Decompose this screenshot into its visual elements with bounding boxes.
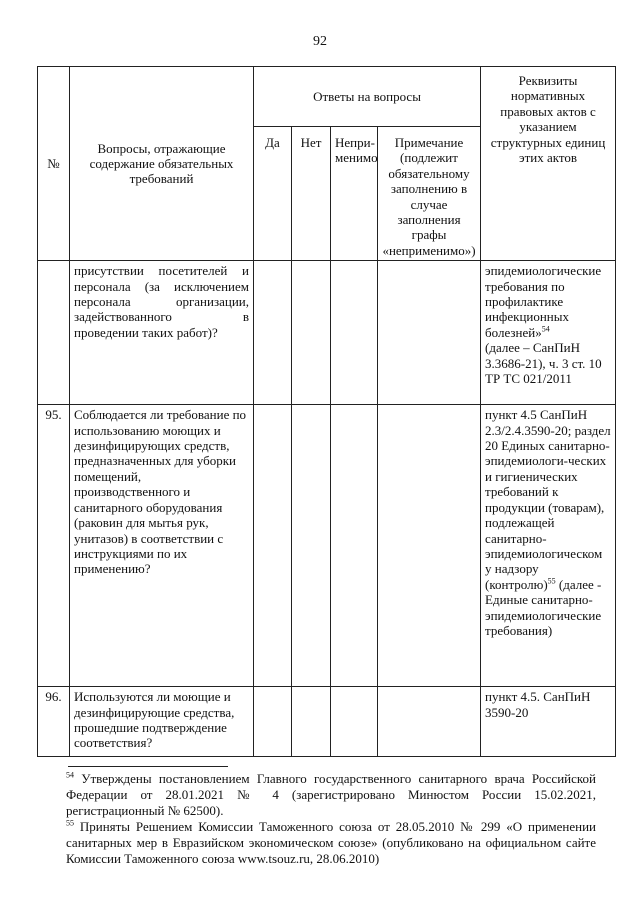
footnote-54 — [66, 771, 596, 819]
header-yes: Да — [254, 127, 292, 261]
page-number: 92 — [313, 34, 327, 49]
answer-yes-cell[interactable] — [254, 261, 292, 405]
requisites-text-after: (далее - Единые санитарно-эпидемиологические требования) — [485, 576, 602, 638]
row-number: 96. — [38, 687, 70, 757]
footnote-text: Приняты Решением Комиссии Таможенного союза от 28.05.2010 № 299 «О применении санитарных мер в Евразийском экономическом союзе» (опубликовано на официальном сайте Комиссии Таможенного союза www.tsouz.ru, 28.06.2010) — [66, 819, 596, 866]
answer-yes-cell[interactable] — [254, 405, 292, 687]
header-not-applicable: Непри-менимо — [331, 127, 378, 261]
row-question: Используются ли моющие и дезинфицирующие средства, прошедшие подтверждение соответствия? — [70, 687, 254, 757]
header-answers: Ответы на вопросы — [254, 67, 481, 127]
footnote-text: Утверждены постановлением Главного государственного санитарного врача Российской Федерации от 28.01.2021 № 4 (зарегистрировано Минюстом России 15.02.2021, регистрационный № 62500). — [66, 771, 596, 818]
header-row-1 — [38, 67, 616, 127]
answer-note-cell[interactable] — [378, 687, 481, 757]
answer-note-cell[interactable] — [378, 405, 481, 687]
row-requisites — [481, 405, 616, 687]
requirements-table — [37, 66, 616, 757]
footnote-divider — [68, 766, 228, 767]
answer-na-cell[interactable] — [331, 405, 378, 687]
row-question: присутствии посетителей и персонала (за исключением персонала организации, задействованного в проведении таких работ)? — [70, 261, 254, 405]
answer-no-cell[interactable] — [292, 261, 331, 405]
header-note: Примечание (подлежит обязательному заполнению в случае заполнения графы «неприменимо») — [378, 127, 481, 261]
row-requisites — [481, 687, 616, 757]
footnote-ref: 54 — [541, 324, 550, 334]
answer-na-cell[interactable] — [331, 687, 378, 757]
requisites-text: пункт 4.5. СанПиН 3590-20 — [485, 689, 591, 720]
footnote-mark: 54 — [66, 770, 74, 780]
header-num: № — [38, 67, 70, 261]
row-number: 95. — [38, 405, 70, 687]
header-no: Нет — [292, 127, 331, 261]
row-requisites — [481, 261, 616, 405]
answer-no-cell[interactable] — [292, 405, 331, 687]
footnotes — [66, 771, 596, 867]
footnote-55 — [66, 819, 596, 867]
footnote-mark: 55 — [66, 818, 74, 828]
table-row — [38, 687, 616, 757]
answer-no-cell[interactable] — [292, 687, 331, 757]
table-row — [38, 405, 616, 687]
answer-yes-cell[interactable] — [254, 687, 292, 757]
header-requisites: Реквизиты нормативных правовых актов с указанием структурных единиц этих актов — [481, 67, 616, 261]
answer-na-cell[interactable] — [331, 261, 378, 405]
requisites-text-after: (далее – СанПиН 3.3686-21), ч. 3 ст. 10 ТР ТС 021/2011 — [485, 340, 602, 387]
header-questions: Вопросы, отражающие содержание обязательных требований — [70, 67, 254, 261]
row-number — [38, 261, 70, 405]
requisites-text: эпидемиологические требования по профилактике инфекционных болезней» — [485, 263, 602, 340]
row-question: Соблюдается ли требование по использованию моющих и дезинфицирующих средств, предназначенных для уборки помещений, производственного и санитарного оборудования (раковин для мытья рук, унитазов) в соответствии с инструкциями по их применению? — [70, 405, 254, 687]
answer-note-cell[interactable] — [378, 261, 481, 405]
requisites-text: пункт 4.5 СанПиН 2.3/2.4.3590-20; раздел 20 Единых санитарно-эпидемиологи-ческих и гигиенических требований к продукции (товарам), подлежащей санитарно-эпидемиологическом у надзору (контролю) — [485, 407, 611, 592]
table-row — [38, 261, 616, 405]
footnote-ref: 55 — [547, 576, 556, 586]
